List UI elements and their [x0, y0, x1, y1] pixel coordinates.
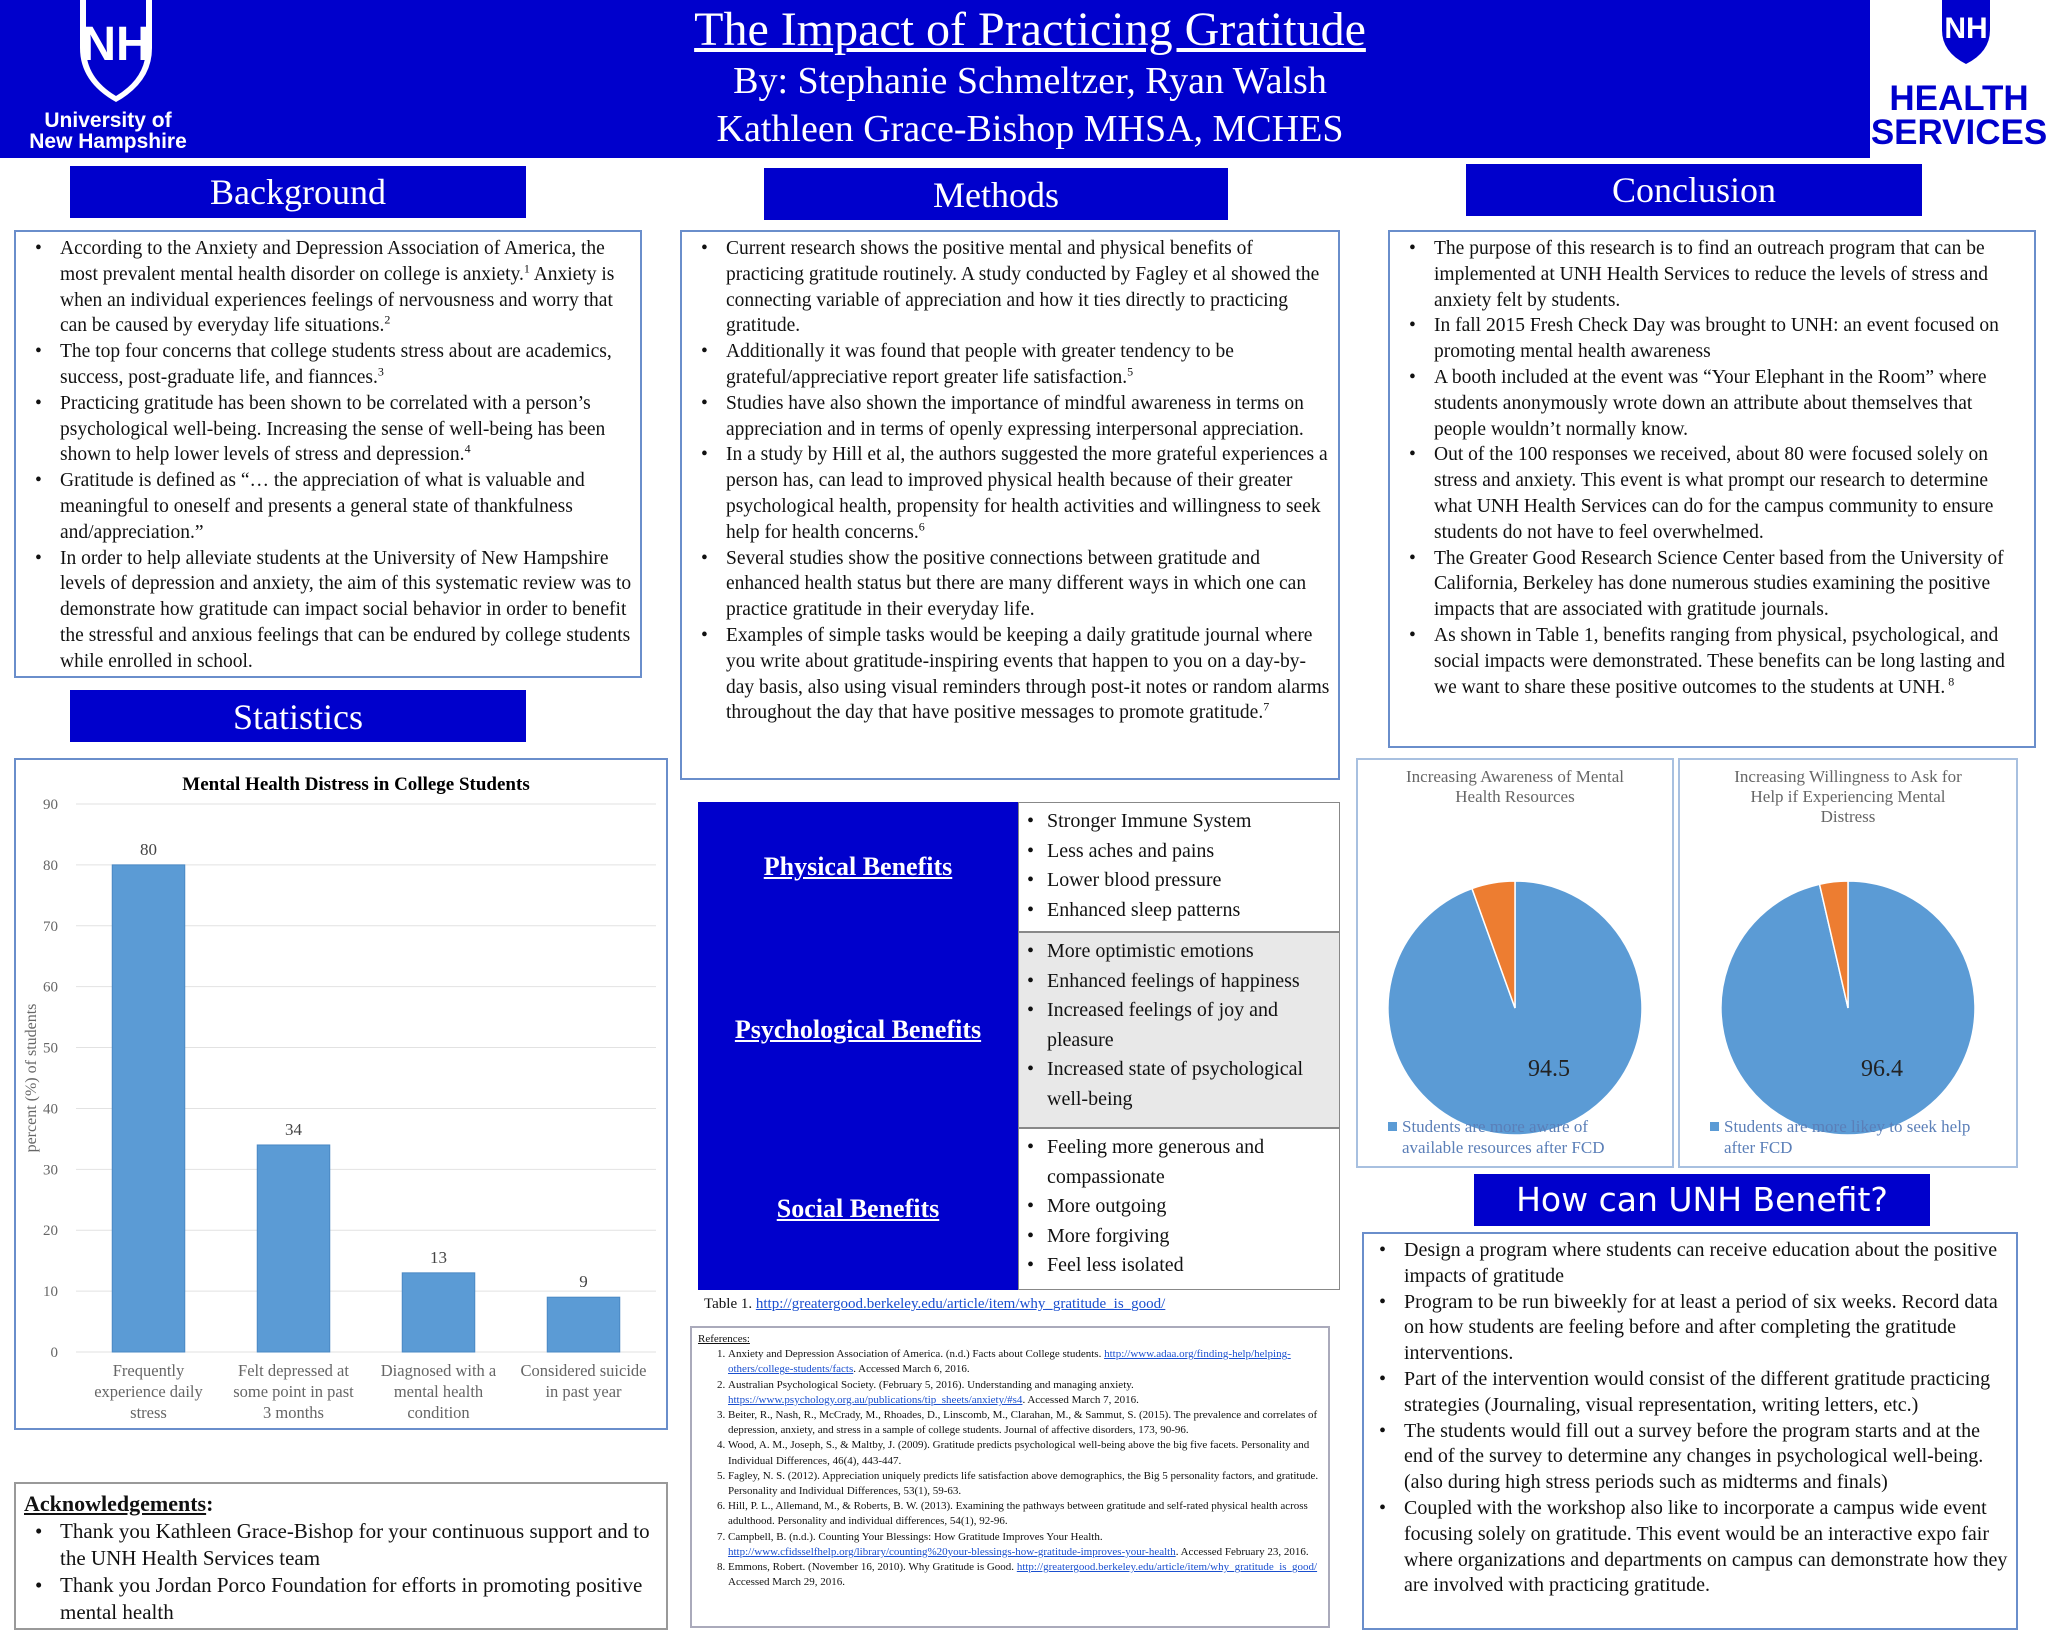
pie-chart-willingness: [1680, 760, 2016, 1166]
list-item: • Enhanced feelings of happiness: [1047, 967, 1333, 997]
list-item: 5. Fagley, N. S. (2012). Appreciation uniquely predicts life satisfaction above demographics, the Big 5 personality factors, and gratitude. Personality and Individual Differences, 53(1), 59-63.: [728, 1469, 1320, 1499]
reference-link[interactable]: http://greatergood.berkeley.edu/article/item/why_gratitude_is_good/: [1016, 1561, 1318, 1574]
pie-chart-awareness-box: [1356, 758, 1674, 1168]
y-tick-label: 60: [43, 979, 58, 996]
pie-title: Distress: [1820, 807, 1876, 826]
benefit-list: [1018, 802, 1340, 932]
methods-heading: Methods: [764, 168, 1228, 220]
list-item: • Gratitude is defined as “… the appreciation of what is valuable and meaningful to oneself and presents a general state of thankfulness and/appreciation.”: [60, 468, 632, 545]
y-tick-label: 70: [43, 918, 58, 935]
list-item: • Design a program where students can receive education about the positive impacts of gratitude: [1404, 1238, 2008, 1290]
y-tick-label: 40: [43, 1101, 58, 1118]
benefit-row-physical: [698, 802, 1340, 932]
conclusion-heading: Conclusion: [1466, 164, 1922, 216]
x-tick-label: some point in past: [233, 1382, 354, 1401]
reference-link[interactable]: http://www.cfidsselfhelp.org/library/counting%20your-blessings-how-gratitude-improves-your-health: [728, 1545, 1176, 1558]
list-item: • Increased state of psychological well-being: [1047, 1055, 1333, 1114]
list-item: 8. Emmons, Robert. (November 16, 2010). Why Gratitude is Good. http://greatergood.berkeley.edu/article/item/why_gratitude_is_good/ Accessed March 29, 2016.: [728, 1560, 1320, 1590]
list-item: • Stronger Immune System: [1047, 807, 1333, 837]
list-item: 2. Australian Psychological Society. (February 5, 2016). Understanding and managing anxiety. https://www.psychology.org.au/publications/tip_sheets/anxiety/#s4. Accessed March 7, 2016.: [728, 1378, 1320, 1408]
unh-benefit-box: [1362, 1232, 2018, 1630]
list-item: • Studies have also shown the importance of mindful awareness in terms on appreciation and in terms of openly expressing interpersonal appreciation.: [726, 391, 1330, 443]
logo-letters: NH: [81, 18, 151, 71]
list-item: • More forgiving: [1047, 1222, 1333, 1252]
benefit-head: Physical Benefits: [698, 802, 1018, 932]
list-item: • Thank you Jordan Porco Foundation for efforts in promoting positive mental health: [60, 1572, 658, 1626]
table-caption-link[interactable]: http://greatergood.berkeley.edu/article/item/why_gratitude_is_good/: [755, 1296, 1166, 1312]
poster-advisor: Kathleen Grace-Bishop MHSA, MCHES: [716, 108, 1344, 150]
benefit-list: [1018, 1128, 1340, 1290]
chart-title: Mental Health Distress in College Students: [182, 774, 530, 795]
x-tick-label: Diagnosed with a: [380, 1361, 497, 1380]
legend-swatch: [1710, 1122, 1719, 1131]
pie-title: Health Resources: [1455, 787, 1575, 806]
conclusion-box: [1388, 230, 2036, 748]
data-label: 9: [579, 1272, 588, 1292]
list-item: • Program to be run biweekly for at least a period of six weeks. Record data on how students are feeling before and after completing the gratitude interventions.: [1404, 1290, 2008, 1367]
pie-chart-willingness-box: [1678, 758, 2018, 1168]
y-tick-label: 20: [43, 1223, 58, 1240]
list-item: • A booth included at the event was “Your Elephant in the Room” where students anonymously wrote down an attribute about themselves that people wouldn’t normally know.: [1434, 365, 2026, 442]
pie-value-label: 94.5: [1528, 1056, 1570, 1082]
acknowledgements-list: [24, 1518, 658, 1626]
list-item: • More outgoing: [1047, 1192, 1333, 1222]
legend-label: Students are more likey to seek help: [1724, 1117, 1971, 1136]
methods-box: [680, 230, 1340, 780]
pie-title: Increasing Awareness of Mental: [1406, 767, 1624, 786]
benefit-head: Psychological Benefits: [698, 932, 1018, 1128]
x-tick-label: Considered suicide: [520, 1361, 647, 1380]
pie-chart-awareness: [1358, 760, 1672, 1166]
list-item: • Coupled with the workshop also like to incorporate a campus wide event focusing solely on gratitude. This event would be an interactive expo fair where organizations and departments on campus can demonstrate how they are involved with practicing gratitude.: [1404, 1496, 2008, 1599]
y-tick-label: 50: [43, 1040, 58, 1057]
unh-logo-text-1: University of: [44, 109, 172, 132]
x-tick-label: Felt depressed at: [238, 1361, 349, 1380]
conclusion-list: [1402, 236, 2026, 700]
methods-list: [694, 236, 1330, 726]
list-item: • Increased feelings of joy and pleasure: [1047, 996, 1333, 1055]
nh-shield-icon: [1870, 0, 2048, 80]
x-tick-label: 3 months: [263, 1403, 324, 1422]
unh-benefit-list: [1372, 1238, 2008, 1599]
list-item: • The top four concerns that college students stress about are academics, success, post-graduate life, and fiannces.$^3$: [60, 339, 632, 391]
list-item: • Current research shows the positive mental and physical benefits of practicing gratitude routinely. A study conducted by Fagley et al showed the connecting variable of appreciation and how it ties directly to practicing gratitude.: [726, 236, 1330, 339]
list-item: • Out of the 100 responses we received, about 80 were focused solely on stress and anxiety. This event is what prompt our research to determine what UNH Health Services can do for the campus community to ensure students do not have to feel overwhelmed.: [1434, 442, 2026, 545]
background-box: [14, 230, 642, 678]
pie-title: Help if Experiencing Mental: [1750, 787, 1946, 806]
x-tick-label: Frequently: [112, 1361, 185, 1380]
legend-label: Students are more aware of: [1402, 1117, 1588, 1136]
bar-chart: [16, 760, 666, 1428]
bar: [257, 1145, 330, 1352]
y-tick-label: 90: [43, 797, 58, 813]
acknowledgements-box: [14, 1482, 668, 1630]
unh-benefit-heading: How can UNH Benefit?: [1474, 1174, 1930, 1226]
unh-logo-text-2: New Hampshire: [29, 130, 187, 153]
list-item: • Lower blood pressure: [1047, 866, 1333, 896]
svg-text:NH: NH: [1944, 12, 1988, 45]
legend-label: available resources after FCD: [1402, 1138, 1605, 1157]
data-label: 34: [285, 1119, 302, 1139]
references-box: [690, 1326, 1330, 1628]
reference-link[interactable]: http://www.adaa.org/finding-help/helping-others/college-students/facts: [728, 1348, 1291, 1376]
list-item: • Several studies show the positive connections between gratitude and enhanced health status but there are many different ways in which one can practice gratitude in their everyday life.: [726, 546, 1330, 623]
background-heading: Background: [70, 166, 526, 218]
list-item: • The Greater Good Research Science Center based from the University of California, Berkeley has done numerous studies examining the positive impacts that are associated with gratitude journals.: [1434, 546, 2026, 623]
health-services-logo: [1870, 0, 2048, 158]
x-tick-label: stress: [130, 1403, 167, 1422]
references-heading: References:: [698, 1333, 750, 1345]
table-caption: Table 1. http://greatergood.berkeley.edu/article/item/why_gratitude_is_good/: [704, 1296, 1166, 1312]
unh-logo: [18, 0, 198, 158]
list-item: 1. Anxiety and Depression Association of America. (n.d.) Facts about College students. http://www.adaa.org/finding-help/helping-others/college-students/facts. Accessed March 6, 2016.: [728, 1347, 1320, 1377]
y-tick-label: 30: [43, 1162, 58, 1179]
acknowledgements-heading: Acknowledgements:: [24, 1491, 214, 1516]
statistics-heading: Statistics: [70, 690, 526, 742]
list-item: • Feel less isolated: [1047, 1251, 1333, 1281]
list-item: • In order to help alleviate students at the University of New Hampshire levels of depression and anxiety, the aim of this systematic review was to demonstrate how gratitude can impact social behavior in order to benefit the stressful and anxious feelings that can be endured by college students while enrolled in school.: [60, 546, 632, 675]
benefit-head: Social Benefits: [698, 1128, 1018, 1290]
list-item: • According to the Anxiety and Depression Association of America, the most prevalent mental health disorder on college is anxiety.$^1$ Anxiety is when an individual experiences feelings of nervousness and worry that can be caused by everyday life situations.$^2$: [60, 236, 632, 339]
bar: [402, 1273, 475, 1352]
list-item: • Additionally it was found that people with greater tendency to be grateful/appreciative report greater life satisfaction.$^5$: [726, 339, 1330, 391]
y-tick-label: 0: [50, 1345, 58, 1361]
pie-title: Increasing Willingness to Ask for: [1734, 767, 1962, 786]
x-tick-label: condition: [407, 1403, 470, 1422]
benefits-table: [698, 802, 1340, 1290]
list-item: • More optimistic emotions: [1047, 937, 1333, 967]
list-item: • Enhanced sleep patterns: [1047, 896, 1333, 926]
y-tick-label: 10: [43, 1284, 58, 1301]
bar: [547, 1297, 620, 1352]
poster-authors: By: Stephanie Schmeltzer, Ryan Walsh: [733, 60, 1327, 102]
list-item: • Thank you Kathleen Grace-Bishop for your continuous support and to the UNH Health Services team: [60, 1518, 658, 1572]
list-item: • In fall 2015 Fresh Check Day was brought to UNH: an event focused on promoting mental health awareness: [1434, 313, 2026, 365]
x-tick-label: experience daily: [94, 1382, 203, 1401]
benefit-list: [1018, 932, 1340, 1128]
data-label: 80: [140, 839, 157, 859]
x-tick-label: in past year: [545, 1382, 622, 1401]
list-item: • Feeling more generous and compassionate: [1047, 1133, 1333, 1192]
list-item: 6. Hill, P. L., Allemand, M., & Roberts, B. W. (2013). Examining the pathways between gratitude and self-rated physical health across adulthood. Personality and individual differences, 54(1), 92-96.: [728, 1499, 1320, 1529]
data-label: 13: [430, 1247, 447, 1267]
list-item: • As shown in Table 1, benefits ranging from physical, psychological, and social impacts were demonstrated. These benefits can be long lasting and we want to share these positive outcomes to the students at UNH. $^8$: [1434, 623, 2026, 700]
benefit-row-social: [698, 1128, 1340, 1290]
bar: [112, 865, 185, 1352]
pie-value-label: 96.4: [1861, 1056, 1903, 1082]
list-item: 4. Wood, A. M., Joseph, S., & Maltby, J. (2009). Gratitude predicts psychological well-being above the big five facets. Personality and Individual Differences, 46(4), 443-447.: [728, 1438, 1320, 1468]
statistics-chart-box: [14, 758, 668, 1430]
poster-title: The Impact of Practicing Gratitude: [694, 3, 1366, 56]
y-tick-label: 80: [43, 857, 58, 874]
legend-swatch: [1388, 1122, 1397, 1131]
list-item: • In a study by Hill et al, the authors suggested the more grateful experiences a person has, can lead to improved physical health because of their greater psychological health, propensity for health activities and willingness to seek help for health concerns.$^6$: [726, 442, 1330, 545]
hs-logo-text-2: SERVICES: [1870, 113, 2048, 152]
reference-link[interactable]: https://www.psychology.org.au/publications/tip_sheets/anxiety/#s4: [728, 1393, 1023, 1406]
references-list: [698, 1347, 1320, 1590]
hs-logo-text-1: HEALTH: [1889, 79, 2029, 118]
y-axis-label: percent (%) of students: [23, 1003, 40, 1153]
benefit-row-psychological: [698, 932, 1340, 1128]
list-item: 3. Beiter, R., Nash, R., McCrady, M., Rhoades, D., Linscomb, M., Clarahan, M., & Sammut, S. (2015). The prevalence and correlates of depression, anxiety, and stress in a sample of college students. Journal of affective disorders, 173, 90-96.: [728, 1408, 1320, 1438]
legend-label: after FCD: [1724, 1138, 1793, 1157]
list-item: • The students would fill out a survey before the program starts and at the end of the survey to determine any changes in psychological well-being. (also during high stress periods such as midterms and finals): [1404, 1419, 2008, 1496]
list-item: • Practicing gratitude has been shown to be correlated with a person’s psychological well-being. Increasing the sense of well-being has been shown to help lower levels of stress and depression.$^4$: [60, 391, 632, 468]
list-item: • The purpose of this research is to find an outreach program that can be implemented at UNH Health Services to reduce the levels of stress and anxiety felt by students.: [1434, 236, 2026, 313]
list-item: • Less aches and pains: [1047, 837, 1333, 867]
background-list: [28, 236, 632, 675]
list-item: • Part of the intervention would consist of the different gratitude practicing strategies (Journaling, visual representation, writing letters, etc.): [1404, 1367, 2008, 1419]
list-item: • Examples of simple tasks would be keeping a daily gratitude journal where you write about gratitude-inspiring events that happen to you on a day-by-day basis, also using visual reminders through post-it notes or random alarms throughout the day that have positive messages to promote gratitude.$^7$: [726, 623, 1330, 726]
x-tick-label: mental health: [393, 1382, 484, 1401]
list-item: 7. Campbell, B. (n.d.). Counting Your Blessings: How Gratitude Improves Your Health. http://www.cfidsselfhelp.org/library/counting%20your-blessings-how-gratitude-improves-your-health. Accessed February 23, 2016.: [728, 1530, 1320, 1560]
